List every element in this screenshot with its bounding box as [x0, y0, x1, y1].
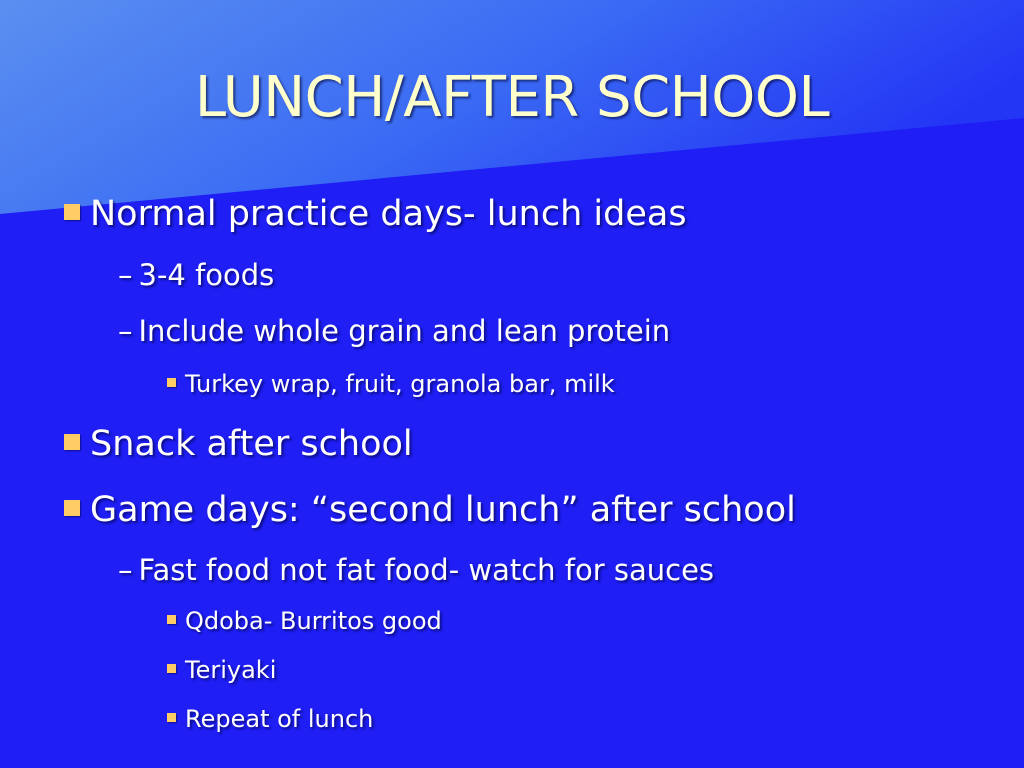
bullet-text: Fast food not fat food- watch for sauces — [138, 553, 715, 587]
square-bullet-icon — [64, 434, 80, 450]
square-bullet-icon — [64, 204, 80, 220]
bullet-text: 3-4 foods — [138, 258, 275, 292]
bullet-game-days — [64, 489, 796, 531]
bullet-snack-after-school — [64, 423, 413, 465]
dash-bullet-icon: – — [118, 553, 133, 587]
bullet-normal-practice — [64, 193, 687, 235]
bullet-text: Turkey wrap, fruit, granola bar, milk — [185, 370, 615, 398]
bullet-text: Include whole grain and lean protein — [138, 314, 671, 348]
slide-title: LUNCH/AFTER SCHOOL — [194, 65, 830, 130]
square-bullet-icon — [167, 713, 176, 722]
dash-bullet-icon: – — [118, 314, 133, 348]
bullet-fast-food — [118, 552, 714, 588]
square-bullet-icon — [167, 664, 176, 673]
square-bullet-icon — [64, 500, 80, 516]
bullet-qdoba — [167, 606, 442, 636]
bullet-text: Repeat of lunch — [185, 705, 374, 733]
bullet-text: Teriyaki — [185, 656, 277, 684]
bullet-whole-grain — [118, 313, 670, 349]
bullet-repeat-of-lunch — [167, 704, 373, 734]
square-bullet-icon — [167, 615, 176, 624]
bullet-3-4-foods — [118, 257, 274, 293]
bullet-turkey-wrap — [167, 369, 615, 399]
square-bullet-icon — [167, 378, 176, 387]
bullet-text: Game days: “second lunch” after school — [90, 490, 796, 530]
bullet-text: Qdoba- Burritos good — [185, 607, 442, 635]
dash-bullet-icon: – — [118, 258, 133, 292]
bullet-text: Snack after school — [90, 424, 413, 464]
bullet-teriyaki — [167, 655, 276, 685]
bullet-text: Normal practice days- lunch ideas — [90, 194, 687, 234]
